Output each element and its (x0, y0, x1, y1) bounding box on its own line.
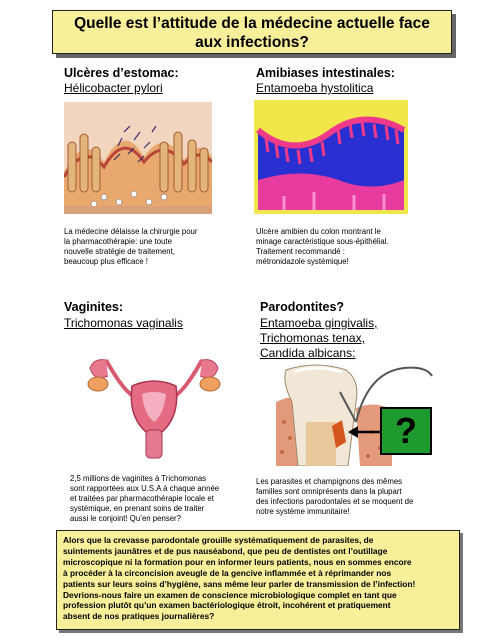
caption-line: familles sont omniprésents dans la plupart (256, 487, 402, 496)
arrow-icon (348, 424, 382, 440)
ulcers-heading: Ulcères d’estomac: (64, 66, 179, 80)
conclusion-line: absent de nos pratiques journalières? (63, 611, 215, 622)
caption-line: La médecine délaisse la chirurgie pour (64, 227, 198, 236)
vaginitis-heading: Vaginites: (64, 300, 124, 314)
title-line-2: aux infections? (195, 34, 309, 51)
amoebiasis-subtitle: Entamoeba hystolitica (256, 81, 374, 95)
periodontitis-heading: Parodontites? (260, 300, 345, 314)
caption-line: des infections parodontales et se moquent de (256, 497, 414, 506)
ulcers-subtitle: Hélicobacter pylori (64, 81, 163, 95)
vaginitis-subtitle: Trichomonas vaginalis (64, 316, 183, 330)
caption-line: beaucoup plus efficace ! (64, 257, 148, 266)
colon-ulcer-illustration (254, 100, 408, 214)
conclusion-box (56, 530, 460, 630)
caption-line: métronidazole systémique! (256, 257, 349, 266)
caption-line: notre système immunitaire! (256, 507, 350, 516)
caption-line: systémique, en prenant soins de traiter (70, 504, 205, 513)
stomach-ulcer-illustration (64, 102, 212, 214)
question-mark-box: ? (380, 407, 432, 455)
ulcers-caption (64, 227, 198, 267)
caption-line: Ulcère amibien du colon montrant le (256, 227, 381, 236)
caption-line: 2,5 millions de vaginites à Trichomonas (70, 474, 207, 483)
conclusion-line: patients sur leurs soins d’hygiène, sans même leur parler de transmission de l’infection! (63, 578, 416, 589)
periodontitis-subtitle-3: Candida albicans: (260, 346, 356, 360)
conclusion-line: Alors que la crevasse parodontale grouille systématiquement de parasites, de (63, 535, 374, 545)
periodontitis-subtitle-1: Entamoeba gingivalis, (260, 316, 378, 330)
tooth-gum-illustration (276, 362, 466, 466)
caption-line: minage caractéristique sous-épithélial. (256, 237, 389, 246)
periodontitis-subtitle-2: Trichomonas tenax, (260, 331, 365, 345)
conclusion-line: à procéder à la circoncision aveugle de la gencive inflammée et à réprimander nos (63, 567, 392, 578)
caption-line: nouvelle stratégie de traitement, (64, 247, 175, 256)
conclusion-line: suintements jaunâtres et de pus nauséabond, que peu de dentistes ont l’outillage (63, 545, 388, 556)
page-title (52, 10, 452, 54)
caption-line: sont rapportées aux U.S.A à chaque année (70, 484, 220, 493)
caption-line: aussi le conjoint! Qu’en penser? (70, 514, 181, 523)
caption-line: Traitement recommandé : (256, 247, 345, 256)
title-line-1: Quelle est l’attitude de la médecine actuelle face (74, 15, 430, 32)
uterus-illustration (76, 336, 232, 462)
conclusion-line: Devrions-nous faire un examen de conscience microbiologique complet en tant que (63, 589, 397, 600)
caption-line: la pharmacothérapie: une toute (64, 237, 172, 246)
amoebiasis-caption (256, 227, 389, 267)
conclusion-line: microscopique ni la formation pour en informer leurs patients, nous en sommes encore (63, 556, 412, 567)
amoebiasis-heading: Amibiases intestinales: (256, 66, 395, 80)
vaginitis-caption (70, 474, 219, 524)
conclusion-line: profession plutôt qu’un examen bactériologique étroit, incohérent et pratiquement (63, 600, 391, 611)
caption-line: et traitées par pharmacothérapie locale et (70, 494, 214, 503)
caption-line: Les parasites et champignons des mêmes (256, 477, 403, 486)
periodontitis-caption (256, 477, 413, 517)
